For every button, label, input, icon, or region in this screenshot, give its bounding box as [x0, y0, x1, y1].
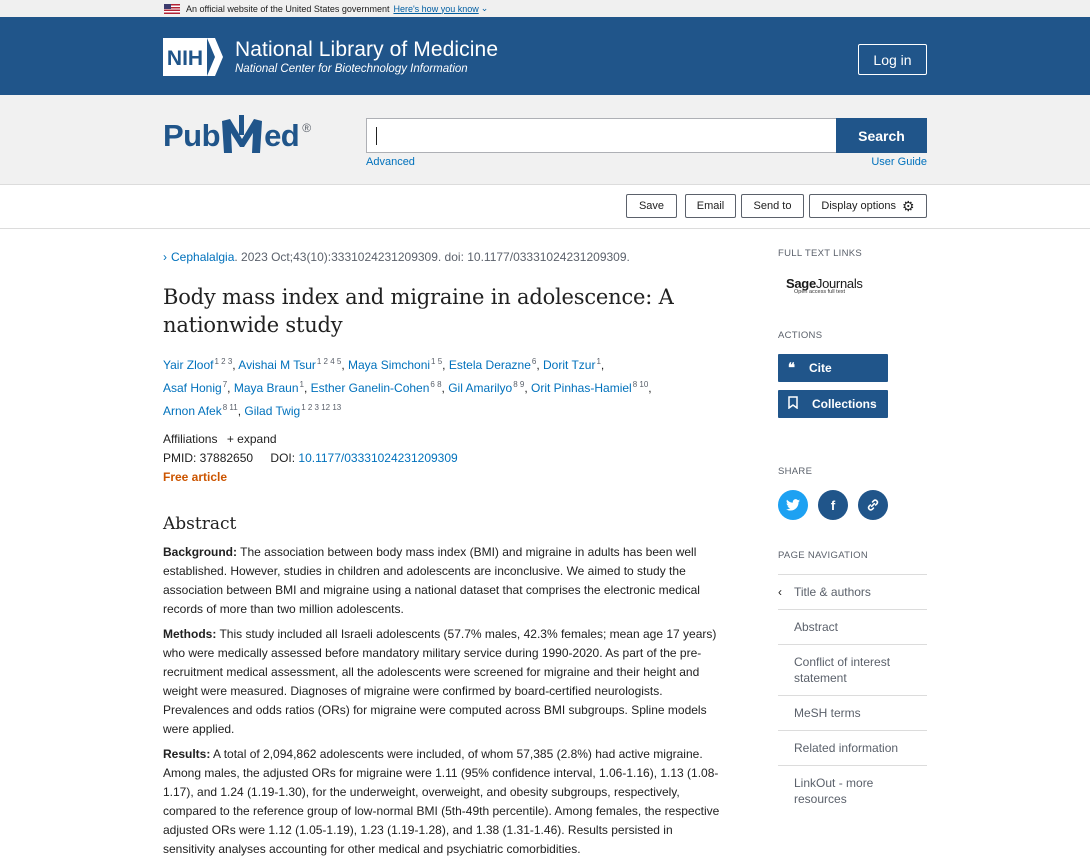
results-text: A total of 2,094,862 adolescents were included, of whom 57,385 (2.8%) had active migraine. Among males, the adjusted ORs for migraine were 1.11 (95% confidence interval, 1.06-1.16), 1.13 (1.08-1.17), and 1.24 (1.19-1.30), for the underweight, overweight, and obesity subgroups, respectively, compared to the reference group of low-normal BMI (5th-49th percentile). Among females, the respective adjusted ORs were 1.12 (1.05-1.19), 1.23 (1.19-1.28), and 1.38 (1.31-1.46). Results persisted in sensitivity analyses accounting for other medical and psychiatric comorbidities.	[163, 747, 720, 856]
expand-toggle[interactable]: + expand	[226, 432, 277, 446]
affiliation-ref[interactable]: 8 9	[513, 380, 525, 389]
pubmed-logo-m	[220, 113, 264, 158]
doi-label: DOI:	[270, 451, 296, 465]
affiliation-ref[interactable]: 1 2 3 12 13	[301, 403, 342, 412]
free-article-badge: Free article	[163, 470, 228, 484]
twitter-icon[interactable]	[778, 490, 808, 520]
heres-how-you-know-link[interactable]: Here's how you know	[393, 3, 479, 14]
sage-subtitle: Open access full text	[794, 289, 846, 295]
cite-label: Cite	[809, 361, 832, 375]
nav-linkout[interactable]: LinkOut - more resources	[778, 765, 927, 816]
affiliation-ref[interactable]: 6	[531, 357, 537, 366]
article-ids	[163, 449, 723, 468]
affiliation-ref[interactable]: 6 8	[430, 380, 442, 389]
abstract-methods	[163, 625, 723, 739]
display-options-label: Display options	[821, 200, 897, 212]
affiliation-ref[interactable]: 1 5	[431, 357, 443, 366]
sage-logo-rest: Journals	[815, 276, 863, 291]
advanced-search-link[interactable]: Advanced	[366, 156, 415, 168]
affiliation-ref[interactable]: 7	[222, 380, 228, 389]
author-link[interactable]: Esther Ganelin-Cohen	[310, 381, 430, 395]
gov-banner	[0, 0, 1090, 17]
chevron-left-icon: ‹	[778, 585, 782, 599]
search-band	[0, 95, 1090, 185]
nav-label: Title & authors	[794, 585, 871, 599]
affiliation-ref[interactable]: 8 10	[632, 380, 649, 389]
save-button[interactable]: Save	[626, 194, 677, 218]
nlm-logo[interactable]	[163, 38, 498, 76]
abstract-results	[163, 745, 723, 859]
author-link[interactable]: Gil Amarilyo	[448, 381, 513, 395]
svg-text:NIH: NIH	[166, 47, 204, 70]
nih-header	[0, 17, 1090, 95]
gear-icon: ⚙	[902, 198, 915, 214]
nav-conflict-of-interest[interactable]: Conflict of interest statement	[778, 644, 927, 695]
affiliation-ref[interactable]: 1 2 4 5	[316, 357, 342, 366]
cite-button[interactable]	[778, 354, 888, 382]
author-list: Yair Zloof$^{1 2 3}$, Avishai M Tsur$^{1 2 4 5}$, Maya Simchoni$^{1 5}$, Estela Derazne$^6$, Dorit Tzur$^1$, Asaf Honig$^7$, Maya Braun$^1$, Esther Ganelin-Cohen$^{6 8}$, Gil Amarilyo$^{8 9}$, Orit Pinhas-Hamiel$^{8 10}$, Arnon Afek$^{8 11}$, Gilad Twig$^{1 2 3 12 13}$	[163, 357, 652, 418]
chevron-down-icon[interactable]: ⌄	[480, 3, 489, 13]
author-link[interactable]: Gilad Twig	[244, 404, 301, 418]
pubmed-logo-ed: ed	[264, 118, 300, 153]
full-text-links-heading: FULL TEXT LINKS	[778, 248, 863, 259]
affiliation-ref[interactable]: 1	[596, 357, 601, 366]
bookmark-icon	[788, 396, 798, 412]
background-label: Background:	[163, 545, 238, 559]
search-button[interactable]: Search	[836, 118, 927, 153]
user-guide-link[interactable]: User Guide	[871, 156, 927, 168]
pmid: PMID: 37882650	[163, 451, 254, 465]
login-button[interactable]: Log in	[858, 44, 927, 75]
nav-abstract[interactable]: Abstract	[778, 609, 927, 644]
affiliation-ref[interactable]: 1	[299, 380, 304, 389]
page-navigation-heading: PAGE NAVIGATION	[778, 550, 869, 561]
author-link[interactable]: Yair Zloof	[163, 358, 214, 372]
registered-mark: ®	[302, 121, 312, 135]
send-to-button[interactable]: Send to	[741, 194, 804, 218]
abstract-background	[163, 543, 723, 619]
article-toolbar	[0, 185, 1090, 229]
chevron-right-icon[interactable]: ›	[163, 250, 167, 264]
collections-button[interactable]	[778, 390, 888, 418]
affiliation-ref[interactable]: 1 2 3	[214, 357, 233, 366]
nav-mesh-terms[interactable]: MeSH terms	[778, 695, 927, 730]
quote-icon: ❝	[788, 360, 795, 375]
author-link[interactable]: Arnon Afek	[163, 404, 222, 418]
share-buttons	[778, 490, 898, 520]
affiliations-toggle[interactable]	[163, 430, 723, 449]
nav-title-authors[interactable]	[778, 574, 927, 609]
methods-label: Methods:	[163, 627, 217, 641]
journal-citation	[163, 248, 723, 267]
text-caret	[376, 127, 377, 145]
citation-text: . 2023 Oct;43(10):3331024231209309. doi: 10.1177/03331024231209309.	[234, 250, 630, 264]
nih-logo-icon	[163, 38, 223, 76]
author-link[interactable]: Asaf Honig	[163, 381, 222, 395]
display-options-button[interactable]	[809, 194, 927, 218]
article-title: Body mass index and migraine in adolescence: A nationwide study	[163, 285, 674, 337]
author-link[interactable]: Estela Derazne	[448, 358, 531, 372]
pubmed-logo-pub: Pub	[163, 118, 221, 153]
sage-journals-link[interactable]	[786, 276, 863, 295]
author-link[interactable]: Avishai M Tsur	[238, 358, 316, 372]
author-link[interactable]: Maya Simchoni	[348, 358, 431, 372]
ncbi-subtitle: National Center for Biotechnology Information	[235, 63, 468, 75]
search-input[interactable]	[366, 118, 837, 153]
author-link[interactable]: Dorit Tzur	[543, 358, 596, 372]
us-flag-icon	[164, 4, 180, 14]
nlm-title: National Library of Medicine	[235, 38, 499, 61]
nav-related-information[interactable]: Related information	[778, 730, 927, 765]
email-button[interactable]: Email	[685, 194, 736, 218]
journal-link[interactable]: Cephalalgia	[171, 250, 235, 264]
share-heading: SHARE	[778, 466, 813, 477]
actions-heading: ACTIONS	[778, 330, 823, 341]
copy-link-icon[interactable]	[858, 490, 888, 520]
results-label: Results:	[163, 747, 211, 761]
abstract-heading: Abstract	[163, 514, 237, 534]
author-link[interactable]: Orit Pinhas-Hamiel	[531, 381, 632, 395]
page-navigation-list	[778, 574, 927, 816]
author-link[interactable]: Maya Braun	[233, 381, 299, 395]
right-sidebar	[778, 248, 928, 806]
gov-banner-text: An official website of the United States government	[186, 3, 390, 14]
pubmed-logo[interactable]	[163, 113, 311, 158]
doi-link[interactable]: 10.1177/03331024231209309	[298, 451, 458, 465]
facebook-icon[interactable]: f	[818, 490, 848, 520]
affiliation-ref[interactable]: 8 11	[222, 403, 238, 412]
methods-text: This study included all Israeli adolescents (57.7% males, 42.3% females; mean age 17 years) who were medically assessed before mandatory military service during 1990-2020. As part of the pre-recruitment medical assessment, all the adolescents were screened for migraine and their height and weight were measured. Diagnoses of migraine were confirmed by board-certified neurologists. Prevalences and odds ratios (ORs) for migraine were computed across BMI subgroups. Spline models were applied.	[163, 627, 717, 736]
article-main	[163, 248, 723, 859]
sage-logo-bold: Sage	[786, 276, 816, 291]
collections-label: Collections	[812, 397, 877, 411]
background-text: The association between body mass index (BMI) and migraine in adults has been well established. However, studies in children and adolescents are inconclusive. We aimed to study the association between BMI and migraine using a national dataset that comprises the electronic medical records of more than two million adolescents.	[163, 545, 700, 616]
affiliations-label: Affiliations	[163, 432, 218, 446]
